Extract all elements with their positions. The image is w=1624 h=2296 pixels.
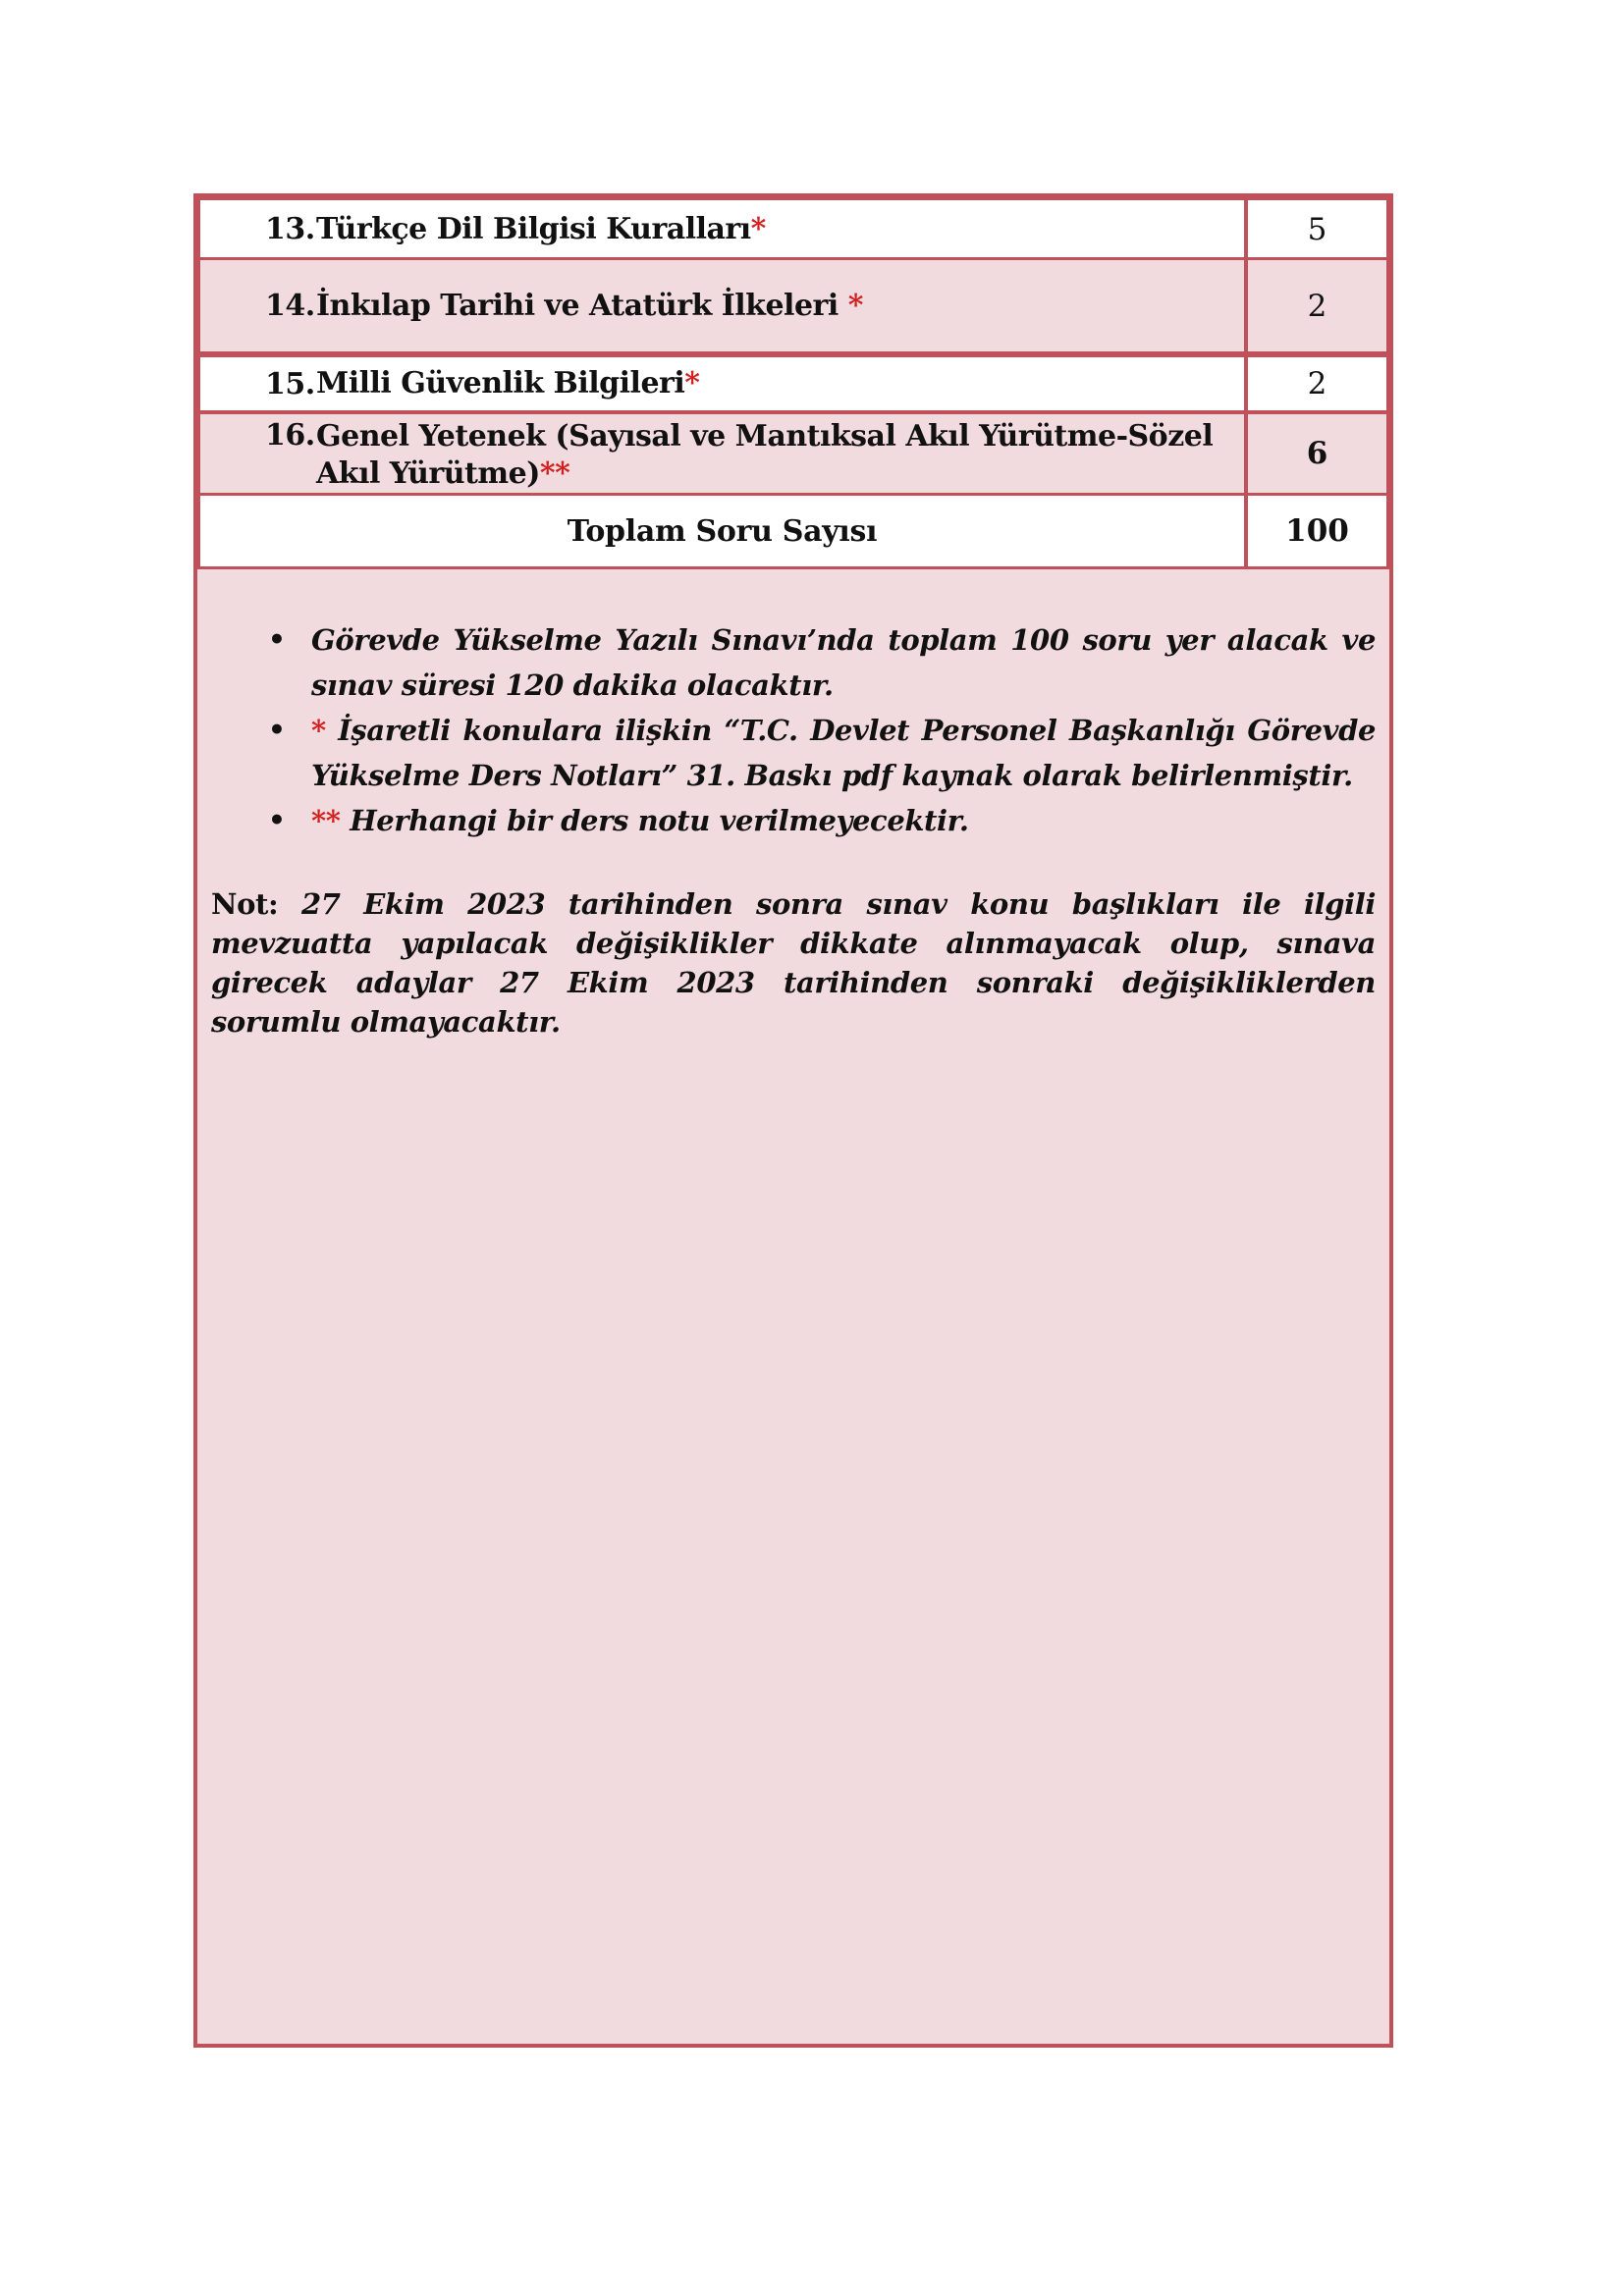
notes-section <box>197 568 1389 1070</box>
bullet-icon: • <box>268 714 286 746</box>
topic-cell <box>200 357 1248 410</box>
bullet-icon: • <box>268 804 286 836</box>
exam-topics-frame <box>193 193 1393 2048</box>
total-label-cell <box>200 496 1248 566</box>
topic-cell <box>200 200 1248 258</box>
total-value: 100 <box>1285 513 1349 549</box>
note-label: Not: <box>211 887 279 921</box>
table-row <box>197 411 1389 496</box>
asterisk-mark: ** <box>311 804 341 837</box>
topic-number: 14. <box>265 289 315 323</box>
asterisk-mark: * <box>684 366 700 400</box>
topic-title: İnkılap Tarihi ve Atatürk İlkeleri * <box>316 288 863 323</box>
topic-number: 13. <box>265 212 315 246</box>
topic-title: Genel Yetenek (Sayısal ve Mantıksal Akıl Yürütme-Sözel Akıl Yürütme)** <box>316 419 1214 491</box>
table-row <box>197 257 1389 354</box>
topic-number: 16. <box>265 418 315 453</box>
asterisk-mark: * <box>750 211 766 246</box>
total-label: Toplam Soru Sayısı <box>567 513 878 549</box>
asterisk-mark: * <box>847 288 863 323</box>
question-count: 2 <box>1307 366 1327 401</box>
bullet-icon: • <box>268 623 286 656</box>
note-paragraph: Not: 27 Ekim 2023 tarihinden sonra sınav konu başlıkları ile ilgili mevzuatta yapılacak değişiklikler dikkate alınmayacak olup, sınava girecek adaylar 27 Ekim 2023 tarihinden sonraki değişikliklerden sorumlu olmayacaktır. <box>211 887 1376 1039</box>
topic-number: 15. <box>265 366 315 401</box>
asterisk-mark: ** <box>539 456 570 491</box>
list-item: • * İşaretli konulara ilişkin “T.C. Devlet Personel Başkanlığı Görevde Yükselme Ders Notları” 31. Baskı pdf kaynak olarak belirlenmiştir. <box>211 708 1376 798</box>
question-count: 2 <box>1307 288 1327 324</box>
list-item: • ** Herhangi bir ders notu verilmeyecektir. <box>211 798 1376 843</box>
topic-title: Milli Güvenlik Bilgileri* <box>316 366 700 400</box>
topic-title: Türkçe Dil Bilgisi Kuralları* <box>316 211 766 246</box>
total-row <box>197 493 1389 569</box>
table-row <box>197 354 1389 413</box>
table-row <box>197 197 1389 261</box>
list-item: • Görevde Yükselme Yazılı Sınavı’nda toplam 100 soru yer alacak ve sınav süresi 120 dakika olacaktır. <box>211 617 1376 708</box>
notes-list <box>211 617 1376 843</box>
topic-cell <box>200 414 1248 493</box>
question-count: 6 <box>1306 436 1328 471</box>
question-count: 5 <box>1307 211 1327 247</box>
asterisk-mark: * <box>311 714 326 747</box>
topic-cell <box>200 260 1248 351</box>
